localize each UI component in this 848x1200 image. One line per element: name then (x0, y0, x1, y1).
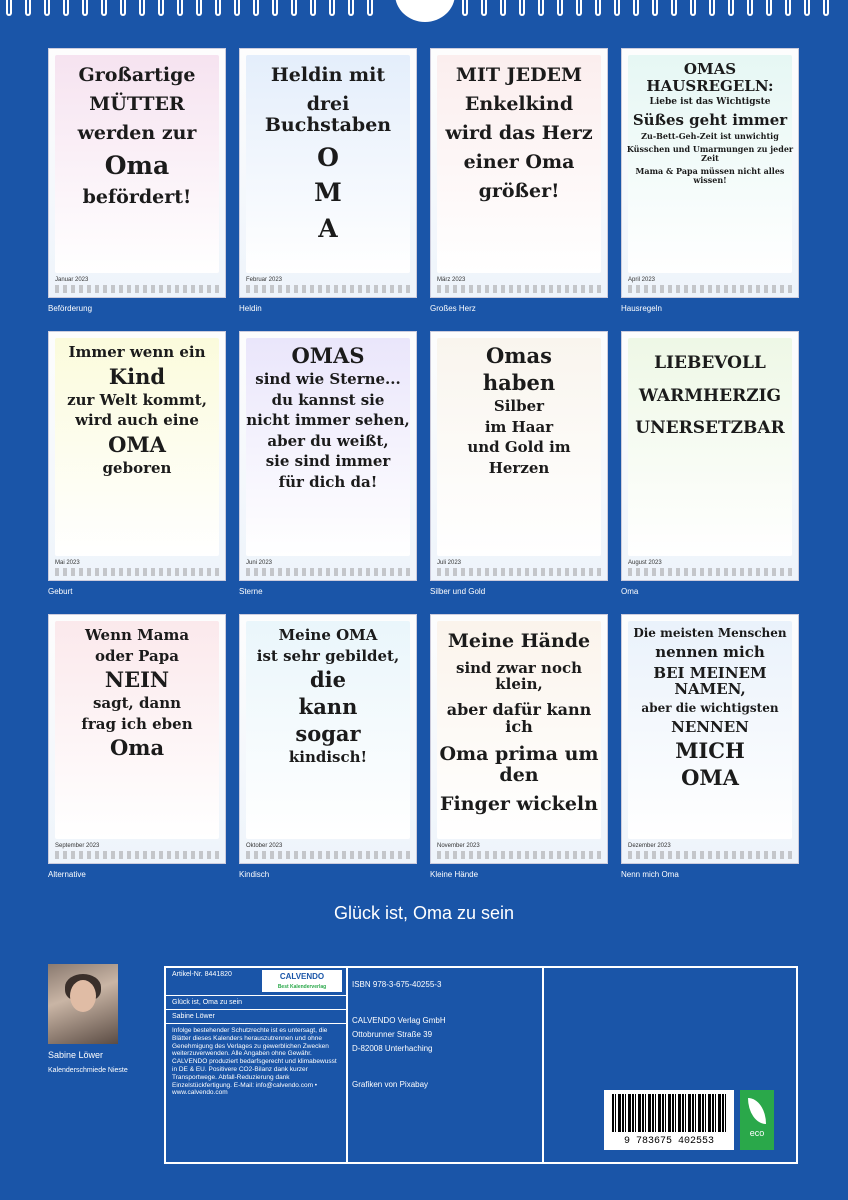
card-quote (244, 623, 412, 768)
card-quote (53, 57, 221, 210)
card-quote-line: MICH (675, 738, 745, 764)
card-quote-line: aber du weißt, (267, 431, 389, 450)
calendar-page-card (621, 614, 799, 864)
card-date-strip (246, 568, 410, 576)
card-quote (626, 623, 794, 792)
card-quote-line: A (318, 213, 338, 243)
calendar-page-card (48, 331, 226, 581)
card-quote-line: Zu-Bett-Geh-Zeit ist unwichtig (641, 131, 779, 142)
author-name: Sabine Löwer (48, 1050, 104, 1060)
wire-binding-right (462, 0, 842, 18)
card-quote-line: Oma prima um den (439, 743, 599, 786)
card-quote-line: einer Oma (463, 150, 575, 173)
card-quote-line: Enkelkind (464, 92, 574, 115)
card-quote-line: aber dafür kann ich (446, 699, 592, 737)
card-quote-line: Kind (108, 363, 166, 389)
card-quote (626, 340, 794, 440)
card-quote-line: du kannst sie (271, 390, 385, 409)
card-month: Oktober 2023 (246, 843, 283, 849)
card-quote (435, 623, 603, 817)
card-date-strip (628, 568, 792, 576)
card-month: April 2023 (628, 277, 656, 283)
calendar-title: Glück ist, Oma zu sein (333, 903, 515, 923)
calendar-page-card (239, 331, 417, 581)
card-quote-line: geboren (102, 458, 172, 477)
card-quote-line: OMAS (291, 343, 365, 368)
card-month: August 2023 (628, 560, 662, 566)
card-quote-line: LIEBEVOLL (654, 353, 766, 373)
card-quote-line: MIT JEDEM (455, 64, 583, 86)
card-quote-line: für dich da! (278, 472, 378, 491)
card-quote-line: Herzen (488, 458, 550, 477)
card-caption: Beförderung (48, 304, 93, 313)
book-author: Sabine Löwer (166, 1010, 346, 1024)
calvendo-logo: CALVENDO Best Kalenderverlag (262, 970, 342, 992)
card-quote-line: Omas (486, 343, 552, 368)
card-quote-line: kindisch! (288, 748, 368, 767)
card-quote-line: Silber (493, 397, 545, 416)
publisher-city: D-82008 Unterhaching (352, 1044, 433, 1053)
barcode-number: 9 783675 402553 (623, 1136, 714, 1147)
publisher-name: CALVENDO Verlag GmbH (352, 1016, 446, 1025)
card-date-strip (55, 568, 219, 576)
card-caption: Großes Herz (430, 304, 476, 313)
calendar-page-card (239, 614, 417, 864)
card-month: Mai 2023 (55, 560, 80, 566)
card-quote (435, 57, 603, 203)
card-quote-line: NEIN (104, 667, 170, 692)
card-quote-line: sind zwar noch klein, (456, 658, 582, 694)
card-quote-line: drei Buchstaben (264, 92, 392, 136)
card-quote-line: die (309, 667, 347, 692)
card-quote (626, 57, 794, 186)
card-quote-line: befördert! (82, 186, 192, 209)
calendar-page-card (430, 48, 608, 298)
card-quote-line: Finger wickeln (440, 792, 598, 815)
calendar-page-card (430, 614, 608, 864)
card-caption: Heldin (239, 304, 262, 313)
card-quote-line: Die meisten Menschen (633, 626, 787, 640)
article-number: Artikel-Nr. 8441820 (172, 971, 232, 978)
card-date-strip (246, 851, 410, 859)
card-quote (53, 340, 221, 478)
card-quote-line: kann (298, 694, 358, 720)
card-quote-line: Liebe ist das Wichtigste (649, 97, 771, 107)
card-quote-line: sogar (295, 721, 361, 747)
card-quote (53, 623, 221, 761)
card-quote-line: NENNEN (671, 717, 749, 736)
card-month: Februar 2023 (246, 277, 283, 283)
graphics-credit: Grafiken von Pixabay (352, 1080, 429, 1089)
card-date-strip (628, 851, 792, 859)
card-quote-line: Küsschen und Umarmungen zu jeder Zeit (626, 144, 794, 163)
card-caption: Kleine Hände (430, 870, 479, 879)
card-quote-line: O (317, 142, 339, 172)
card-quote-line: haben (482, 370, 556, 396)
card-month: Juli 2023 (437, 560, 462, 566)
card-quote-line: ist sehr gebildet, (256, 646, 400, 665)
card-date-strip (437, 568, 601, 576)
card-quote-line: Mama & Papa müssen nicht alles wissen! (635, 165, 785, 185)
card-caption: Nenn mich Oma (621, 870, 679, 879)
card-quote-line: nicht immer sehen, (246, 411, 410, 430)
card-date-strip (437, 285, 601, 293)
card-quote-line: Heldin mit (270, 64, 386, 86)
card-quote-line: nennen mich (655, 643, 765, 662)
card-date-strip (55, 285, 219, 293)
card-quote-line: OMA (681, 765, 739, 791)
card-quote-line: oder Papa (95, 646, 179, 665)
card-date-strip (628, 285, 792, 293)
eco-badge: eco (740, 1090, 774, 1150)
card-date-strip (437, 851, 601, 859)
card-caption: Geburt (48, 587, 73, 596)
card-quote-line: Oma (109, 735, 165, 761)
card-quote-line: größer! (478, 179, 560, 202)
card-quote-line: Süßes geht immer (632, 110, 788, 129)
card-month: September 2023 (55, 843, 100, 849)
card-quote-line: M (314, 178, 342, 208)
card-quote-line: BEI MEINEM NAMEN, (653, 663, 767, 699)
card-quote-line: aber die wichtigsten (641, 700, 779, 715)
card-quote-line: Immer wenn ein (68, 343, 206, 361)
card-caption: Oma (621, 587, 639, 596)
card-month: Dezember 2023 (628, 843, 671, 849)
calendar-page-card (621, 331, 799, 581)
card-quote-line: Großartige (78, 64, 196, 86)
card-quote-line: Meine OMA (278, 626, 378, 644)
card-month: Juni 2023 (246, 560, 273, 566)
legal-notice: Infolge bestehender Schutzrechte ist es untersagt, die Blätter dieses Kalenders herauszutrennen und ohne Genehmigung des Verlages zu gewerblichen Zwecken weiterzuverwenden. Alle Angaben ohne Gewähr. CALVENDO produziert bedarfsgerecht und klimabewusst in DE & EU. Positivere CO2-Bilanz dank kurzer Transportwege. Abfall-Reduzierung dank Einzelstückfertigung. E-Mail: info@calvendo.com • www.calvendo.com (172, 1027, 337, 1097)
card-quote-line: sie sind immer (265, 452, 391, 471)
isbn: ISBN 978-3-675-40255-3 (352, 980, 442, 989)
card-quote-line: und Gold im (467, 438, 571, 457)
card-quote-line: wird auch eine (75, 411, 199, 430)
card-quote-line: frag ich eben (81, 714, 193, 733)
card-quote-line: zur Welt kommt, (67, 390, 207, 409)
calendar-page-card (48, 614, 226, 864)
card-caption: Silber und Gold (430, 587, 486, 596)
card-quote-line: UNERSETZBAR (635, 418, 785, 439)
card-quote-line: Wenn Mama (84, 626, 190, 644)
card-quote-line: OMA (108, 431, 166, 457)
calendar-page-card (239, 48, 417, 298)
leaf-icon (748, 1098, 766, 1124)
book-title: Glück ist, Oma zu sein (166, 996, 346, 1010)
card-quote (244, 57, 412, 244)
hanging-hole (395, 0, 455, 22)
author-photo (48, 964, 118, 1044)
info-column-2 (346, 968, 544, 1162)
card-quote-line: im Haar (484, 417, 554, 436)
card-quote-line: Meine Hände (447, 630, 591, 652)
wire-binding-left (6, 0, 386, 18)
card-date-strip (55, 851, 219, 859)
card-caption: Kindisch (239, 870, 270, 879)
card-month: November 2023 (437, 843, 480, 849)
barcode (604, 1090, 734, 1150)
card-quote-line: werden zur (77, 121, 197, 144)
card-date-strip (246, 285, 410, 293)
calendar-page-card (621, 48, 799, 298)
publisher-street: Ottobrunner Straße 39 (352, 1030, 433, 1039)
card-quote-line: WARMHERZIG (638, 385, 782, 406)
card-quote-line: sind wie Sterne... (255, 370, 401, 389)
card-quote-line: OMAS HAUSREGELN: (646, 60, 774, 95)
card-quote (435, 340, 603, 478)
author-subtitle: Kalenderschmiede Nieste (48, 1067, 128, 1074)
card-quote-line: Oma (104, 150, 170, 180)
card-quote (244, 340, 412, 492)
card-caption: Hausregeln (621, 304, 662, 313)
card-month: Januar 2023 (55, 277, 89, 283)
calendar-page-card (430, 331, 608, 581)
card-caption: Alternative (48, 870, 86, 879)
card-caption: Sterne (239, 587, 263, 596)
calendar-page-card (48, 48, 226, 298)
card-quote-line: wird das Herz (445, 121, 593, 144)
card-month: März 2023 (437, 277, 466, 283)
card-quote-line: sagt, dann (92, 694, 182, 713)
info-column-1 (166, 968, 348, 1162)
card-quote-line: MÜTTER (89, 92, 185, 115)
